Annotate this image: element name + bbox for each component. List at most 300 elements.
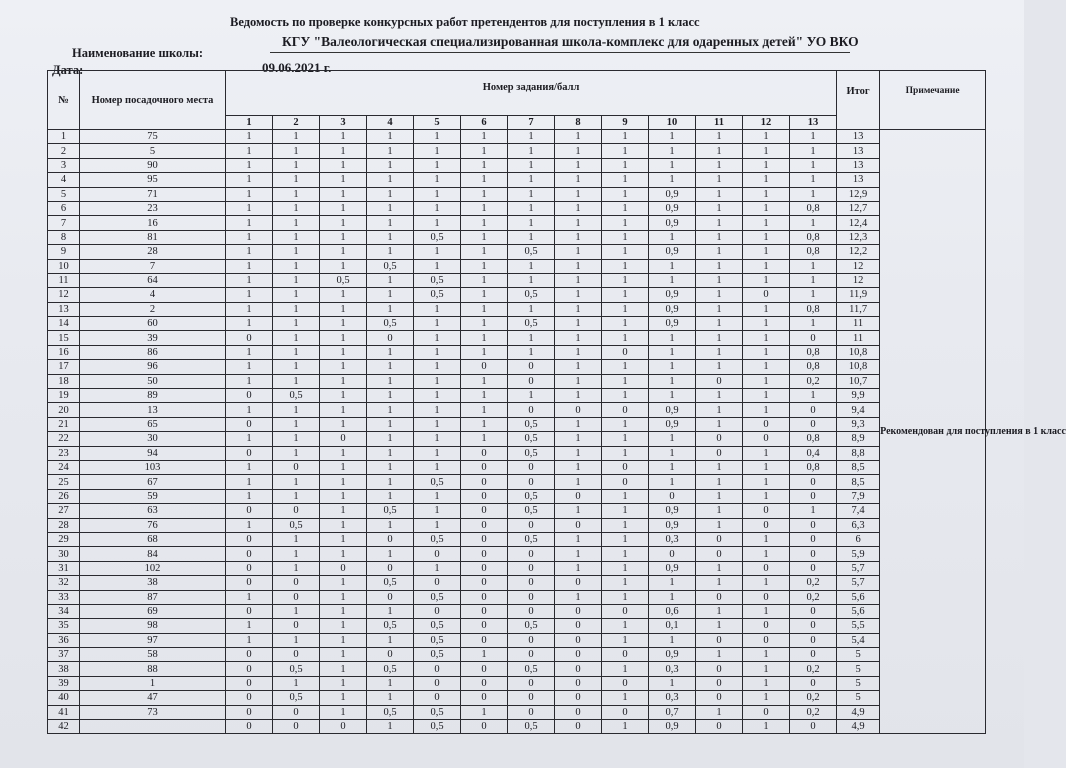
task-score-cell: 1 (696, 561, 743, 575)
task-score-cell: 0 (790, 561, 837, 575)
task-score-cell: 1 (508, 331, 555, 345)
task-score-cell: 1 (602, 633, 649, 647)
task-score-cell: 0,6 (649, 604, 696, 618)
task-score-cell: 1 (743, 245, 790, 259)
task-score-cell: 0 (226, 676, 273, 690)
task-score-cell: 1 (367, 403, 414, 417)
task-score-cell: 1 (555, 504, 602, 518)
task-score-cell: 0 (790, 532, 837, 546)
task-score-cell: 1 (273, 331, 320, 345)
task-score-cell: 1 (743, 403, 790, 417)
task-score-cell: 1 (461, 173, 508, 187)
task-score-cell: 0 (696, 547, 743, 561)
seat-number-cell: 96 (80, 360, 226, 374)
task-score-cell: 1 (320, 245, 367, 259)
task-score-cell: 1 (367, 130, 414, 144)
task-score-cell: 0 (508, 590, 555, 604)
task-score-cell: 1 (414, 504, 461, 518)
task-score-cell: 1 (649, 130, 696, 144)
row-number-cell: 6 (48, 201, 80, 215)
task-score-cell: 0,5 (508, 317, 555, 331)
task-score-cell: 1 (555, 130, 602, 144)
task-score-cell: 1 (367, 187, 414, 201)
task-score-cell: 0 (320, 561, 367, 575)
task-score-cell: 1 (461, 130, 508, 144)
task-score-cell: 1 (273, 676, 320, 690)
seat-number-cell: 58 (80, 648, 226, 662)
table-row (48, 158, 986, 172)
task-score-cell: 1 (649, 173, 696, 187)
task-number-header: 13 (790, 116, 837, 130)
task-score-cell: 1 (461, 648, 508, 662)
task-score-cell: 0,9 (649, 504, 696, 518)
task-score-cell: 1 (320, 460, 367, 474)
task-score-cell: 1 (649, 576, 696, 590)
task-score-cell: 0 (273, 619, 320, 633)
seat-number-cell: 16 (80, 216, 226, 230)
task-score-cell: 1 (508, 130, 555, 144)
task-score-cell: 1 (555, 259, 602, 273)
task-score-cell: 0,8 (790, 360, 837, 374)
seat-number-cell: 2 (80, 302, 226, 316)
task-score-cell: 0 (273, 648, 320, 662)
table-row (48, 230, 986, 244)
task-score-cell: 1 (602, 173, 649, 187)
task-score-cell: 0 (226, 561, 273, 575)
total-score-cell: 11 (837, 331, 880, 345)
task-score-cell: 0 (743, 619, 790, 633)
total-score-cell: 12,2 (837, 245, 880, 259)
task-score-cell: 0 (226, 417, 273, 431)
task-score-cell: 1 (696, 705, 743, 719)
task-score-cell: 1 (320, 360, 367, 374)
task-score-cell: 1 (226, 360, 273, 374)
task-score-cell: 0 (696, 691, 743, 705)
task-score-cell: 0,2 (790, 374, 837, 388)
task-score-cell: 1 (320, 475, 367, 489)
task-score-cell: 1 (226, 403, 273, 417)
task-score-cell: 1 (273, 547, 320, 561)
task-score-cell: 0,8 (790, 432, 837, 446)
task-score-cell: 1 (226, 288, 273, 302)
task-score-cell: 1 (602, 590, 649, 604)
table-row (48, 317, 986, 331)
task-score-cell: 0 (508, 374, 555, 388)
task-score-cell: 1 (555, 144, 602, 158)
task-score-cell: 1 (696, 273, 743, 287)
col-header-note: Примечание (880, 71, 986, 130)
task-score-cell: 0,5 (273, 389, 320, 403)
task-score-cell: 0,5 (508, 245, 555, 259)
task-score-cell: 1 (226, 130, 273, 144)
task-score-cell: 0 (790, 648, 837, 662)
task-score-cell: 1 (367, 273, 414, 287)
task-score-cell: 1 (508, 259, 555, 273)
task-score-cell: 1 (602, 230, 649, 244)
task-score-cell: 1 (320, 201, 367, 215)
task-score-cell: 0 (508, 518, 555, 532)
task-score-cell: 1 (226, 489, 273, 503)
task-score-cell: 1 (414, 432, 461, 446)
task-score-cell: 1 (273, 288, 320, 302)
task-score-cell: 1 (273, 432, 320, 446)
task-score-cell: 0,5 (367, 662, 414, 676)
task-score-cell: 1 (226, 317, 273, 331)
total-score-cell: 5,4 (837, 633, 880, 647)
task-score-cell: 1 (414, 331, 461, 345)
task-score-cell: 1 (696, 648, 743, 662)
table-row (48, 417, 986, 431)
seat-number-cell: 1 (80, 676, 226, 690)
task-score-cell: 1 (461, 158, 508, 172)
task-score-cell: 1 (696, 403, 743, 417)
task-score-cell: 0 (508, 576, 555, 590)
total-score-cell: 5,5 (837, 619, 880, 633)
task-score-cell: 1 (367, 245, 414, 259)
col-header-seat: Номер посадочного места (80, 71, 226, 130)
task-score-cell: 1 (696, 302, 743, 316)
task-score-cell: 1 (743, 547, 790, 561)
row-number-cell: 9 (48, 245, 80, 259)
task-score-cell: 1 (320, 317, 367, 331)
task-score-cell: 0,8 (790, 230, 837, 244)
task-score-cell: 1 (273, 403, 320, 417)
task-score-cell: 0 (461, 561, 508, 575)
task-score-cell: 1 (790, 273, 837, 287)
task-score-cell: 1 (273, 216, 320, 230)
task-score-cell: 0,5 (508, 432, 555, 446)
task-score-cell: 1 (508, 230, 555, 244)
task-score-cell: 0 (602, 648, 649, 662)
task-score-cell: 1 (367, 216, 414, 230)
task-score-cell: 0,9 (649, 317, 696, 331)
task-score-cell: 1 (649, 460, 696, 474)
task-score-cell: 1 (367, 288, 414, 302)
total-score-cell: 12 (837, 259, 880, 273)
task-score-cell: 1 (555, 201, 602, 215)
task-score-cell: 0,9 (649, 720, 696, 734)
task-score-cell: 0,9 (649, 403, 696, 417)
task-score-cell: 0 (226, 504, 273, 518)
table-row (48, 201, 986, 215)
row-number-cell: 34 (48, 604, 80, 618)
row-number-cell: 41 (48, 705, 80, 719)
task-score-cell: 0 (696, 432, 743, 446)
task-score-cell: 0 (555, 648, 602, 662)
task-score-cell: 0 (273, 720, 320, 734)
task-score-cell: 1 (602, 489, 649, 503)
task-score-cell: 1 (414, 216, 461, 230)
task-score-cell: 0 (602, 705, 649, 719)
task-score-cell: 0,8 (790, 345, 837, 359)
task-score-cell: 0 (226, 532, 273, 546)
task-score-cell: 0 (696, 590, 743, 604)
task-score-cell: 1 (555, 389, 602, 403)
task-score-cell: 1 (461, 216, 508, 230)
task-score-cell: 0 (320, 432, 367, 446)
task-score-cell: 1 (320, 187, 367, 201)
task-score-cell: 0,9 (649, 216, 696, 230)
school-name: КГУ "Валеологическая специализированная школа-комплекс для одаренных детей" УО ВКО (282, 34, 859, 49)
task-score-cell: 1 (696, 417, 743, 431)
total-score-cell: 4,9 (837, 720, 880, 734)
task-score-cell: 1 (790, 173, 837, 187)
table-row (48, 389, 986, 403)
col-header-total: Итог (837, 71, 880, 130)
task-score-cell: 1 (367, 460, 414, 474)
task-score-cell: 0 (790, 720, 837, 734)
task-score-cell: 0 (226, 720, 273, 734)
task-score-cell: 1 (649, 331, 696, 345)
table-row (48, 130, 986, 144)
task-score-cell: 1 (226, 475, 273, 489)
task-score-cell: 1 (226, 216, 273, 230)
task-score-cell: 1 (790, 130, 837, 144)
task-score-cell: 0,5 (414, 590, 461, 604)
task-score-cell: 1 (414, 374, 461, 388)
seat-number-cell: 59 (80, 489, 226, 503)
task-score-cell: 0,5 (273, 691, 320, 705)
row-number-cell: 25 (48, 475, 80, 489)
task-score-cell: 1 (414, 345, 461, 359)
task-score-cell: 1 (320, 590, 367, 604)
task-score-cell: 1 (602, 662, 649, 676)
task-score-cell: 1 (320, 691, 367, 705)
note-cell: Рекомендован для поступления в 1 класс (880, 130, 986, 734)
task-score-cell: 0 (743, 504, 790, 518)
row-number-cell: 13 (48, 302, 80, 316)
task-score-cell: 1 (414, 173, 461, 187)
row-number-cell: 30 (48, 547, 80, 561)
table-row (48, 604, 986, 618)
task-score-cell: 1 (461, 144, 508, 158)
seat-number-cell: 13 (80, 403, 226, 417)
task-score-cell: 1 (226, 230, 273, 244)
task-score-cell: 0 (790, 331, 837, 345)
col-header-tasks: Номер задания/балл (226, 71, 837, 116)
task-score-cell: 1 (743, 532, 790, 546)
row-number-cell: 42 (48, 720, 80, 734)
task-score-cell: 0,5 (414, 475, 461, 489)
task-score-cell: 1 (602, 446, 649, 460)
task-score-cell: 1 (461, 403, 508, 417)
task-score-cell: 0 (555, 518, 602, 532)
task-score-cell: 0 (555, 604, 602, 618)
task-score-cell: 1 (461, 374, 508, 388)
task-score-cell: 1 (649, 374, 696, 388)
task-score-cell: 0 (508, 547, 555, 561)
table-row (48, 446, 986, 460)
task-score-cell: 1 (743, 475, 790, 489)
task-score-cell: 1 (696, 619, 743, 633)
task-score-cell: 0 (226, 648, 273, 662)
task-number-header: 1 (226, 116, 273, 130)
task-score-cell: 0 (367, 331, 414, 345)
task-score-cell: 1 (743, 446, 790, 460)
task-score-cell: 1 (320, 619, 367, 633)
task-number-header: 6 (461, 116, 508, 130)
task-score-cell: 1 (696, 504, 743, 518)
task-score-cell: 1 (602, 187, 649, 201)
seat-number-cell: 71 (80, 187, 226, 201)
task-score-cell: 1 (696, 216, 743, 230)
task-score-cell: 1 (273, 317, 320, 331)
task-score-cell: 1 (367, 604, 414, 618)
results-table (47, 70, 1066, 734)
task-score-cell: 1 (320, 345, 367, 359)
task-score-cell: 1 (555, 331, 602, 345)
task-score-cell: 0 (602, 676, 649, 690)
task-score-cell: 1 (461, 705, 508, 719)
task-number-header: 3 (320, 116, 367, 130)
task-score-cell: 1 (414, 245, 461, 259)
task-score-cell: 1 (555, 158, 602, 172)
task-score-cell: 1 (226, 273, 273, 287)
task-score-cell: 0,2 (790, 705, 837, 719)
task-score-cell: 1 (367, 230, 414, 244)
total-score-cell: 6,3 (837, 518, 880, 532)
task-score-cell: 1 (790, 504, 837, 518)
task-score-cell: 0 (696, 446, 743, 460)
task-score-cell: 1 (743, 302, 790, 316)
school-underline (270, 52, 850, 53)
task-score-cell: 0,5 (273, 662, 320, 676)
task-score-cell: 1 (320, 504, 367, 518)
task-score-cell: 1 (320, 676, 367, 690)
task-score-cell: 0 (743, 590, 790, 604)
task-score-cell: 1 (743, 216, 790, 230)
task-score-cell: 1 (461, 389, 508, 403)
task-score-cell: 0,5 (508, 532, 555, 546)
task-score-cell: 1 (226, 619, 273, 633)
task-score-cell: 0,5 (414, 648, 461, 662)
task-score-cell: 0 (508, 460, 555, 474)
task-score-cell: 1 (555, 417, 602, 431)
task-score-cell: 1 (273, 604, 320, 618)
total-score-cell: 10,8 (837, 345, 880, 359)
task-score-cell: 1 (461, 288, 508, 302)
task-score-cell: 0,5 (508, 504, 555, 518)
task-score-cell: 0,5 (367, 619, 414, 633)
task-score-cell: 0 (743, 432, 790, 446)
task-score-cell: 1 (649, 389, 696, 403)
task-score-cell: 1 (320, 518, 367, 532)
row-number-cell: 14 (48, 317, 80, 331)
task-score-cell: 0,5 (414, 619, 461, 633)
task-score-cell: 1 (461, 187, 508, 201)
seat-number-cell: 5 (80, 144, 226, 158)
task-score-cell: 1 (743, 259, 790, 273)
table-row (48, 360, 986, 374)
row-number-cell: 23 (48, 446, 80, 460)
task-score-cell: 1 (555, 446, 602, 460)
task-score-cell: 1 (649, 230, 696, 244)
task-score-cell: 1 (226, 518, 273, 532)
table-row (48, 590, 986, 604)
task-score-cell: 0,3 (649, 662, 696, 676)
task-score-cell: 0 (414, 662, 461, 676)
task-score-cell: 1 (743, 173, 790, 187)
task-score-cell: 1 (696, 144, 743, 158)
task-score-cell: 0 (273, 705, 320, 719)
seat-number-cell: 39 (80, 331, 226, 345)
task-score-cell: 0 (461, 532, 508, 546)
row-number-cell: 7 (48, 216, 80, 230)
task-score-cell: 1 (696, 245, 743, 259)
task-score-cell: 0 (273, 460, 320, 474)
task-score-cell: 1 (555, 532, 602, 546)
task-score-cell: 1 (696, 604, 743, 618)
row-number-cell: 21 (48, 417, 80, 431)
task-score-cell: 0 (461, 633, 508, 647)
task-score-cell: 1 (226, 173, 273, 187)
total-score-cell: 9,4 (837, 403, 880, 417)
seat-number-cell: 87 (80, 590, 226, 604)
total-score-cell: 12,9 (837, 187, 880, 201)
task-score-cell: 1 (367, 302, 414, 316)
task-score-cell: 1 (790, 216, 837, 230)
task-score-cell: 0 (273, 576, 320, 590)
task-score-cell: 1 (555, 173, 602, 187)
task-score-cell: 1 (508, 389, 555, 403)
total-score-cell: 12 (837, 273, 880, 287)
task-score-cell: 1 (320, 331, 367, 345)
task-score-cell: 0 (414, 676, 461, 690)
task-score-cell: 1 (226, 302, 273, 316)
table-row (48, 403, 986, 417)
row-number-cell: 15 (48, 331, 80, 345)
seat-number-cell: 103 (80, 460, 226, 474)
task-score-cell: 1 (790, 187, 837, 201)
task-score-cell: 0 (508, 604, 555, 618)
task-score-cell: 1 (273, 187, 320, 201)
task-score-cell: 0,5 (320, 273, 367, 287)
total-score-cell: 7,9 (837, 489, 880, 503)
task-score-cell: 1 (555, 547, 602, 561)
task-score-cell: 1 (273, 245, 320, 259)
task-score-cell: 1 (743, 389, 790, 403)
task-score-cell: 1 (226, 633, 273, 647)
task-score-cell: 1 (367, 158, 414, 172)
task-score-cell: 1 (602, 360, 649, 374)
task-score-cell: 0 (555, 619, 602, 633)
task-number-header: 12 (743, 116, 790, 130)
row-number-cell: 12 (48, 288, 80, 302)
row-number-cell: 4 (48, 173, 80, 187)
task-score-cell: 1 (414, 389, 461, 403)
task-score-cell: 1 (743, 374, 790, 388)
table-row (48, 187, 986, 201)
table-row (48, 273, 986, 287)
seat-number-cell: 67 (80, 475, 226, 489)
task-score-cell: 1 (649, 360, 696, 374)
task-score-cell: 1 (273, 173, 320, 187)
task-score-cell: 1 (555, 230, 602, 244)
task-score-cell: 0 (226, 331, 273, 345)
task-score-cell: 1 (320, 547, 367, 561)
task-score-cell: 0 (790, 403, 837, 417)
task-score-cell: 1 (555, 460, 602, 474)
col-header-number: № (48, 71, 80, 130)
task-score-cell: 0 (226, 446, 273, 460)
task-score-cell: 1 (508, 187, 555, 201)
task-score-cell: 1 (226, 432, 273, 446)
task-score-cell: 1 (602, 691, 649, 705)
total-score-cell: 11,9 (837, 288, 880, 302)
task-score-cell: 1 (555, 561, 602, 575)
task-score-cell: 1 (508, 302, 555, 316)
total-score-cell: 6 (837, 532, 880, 546)
